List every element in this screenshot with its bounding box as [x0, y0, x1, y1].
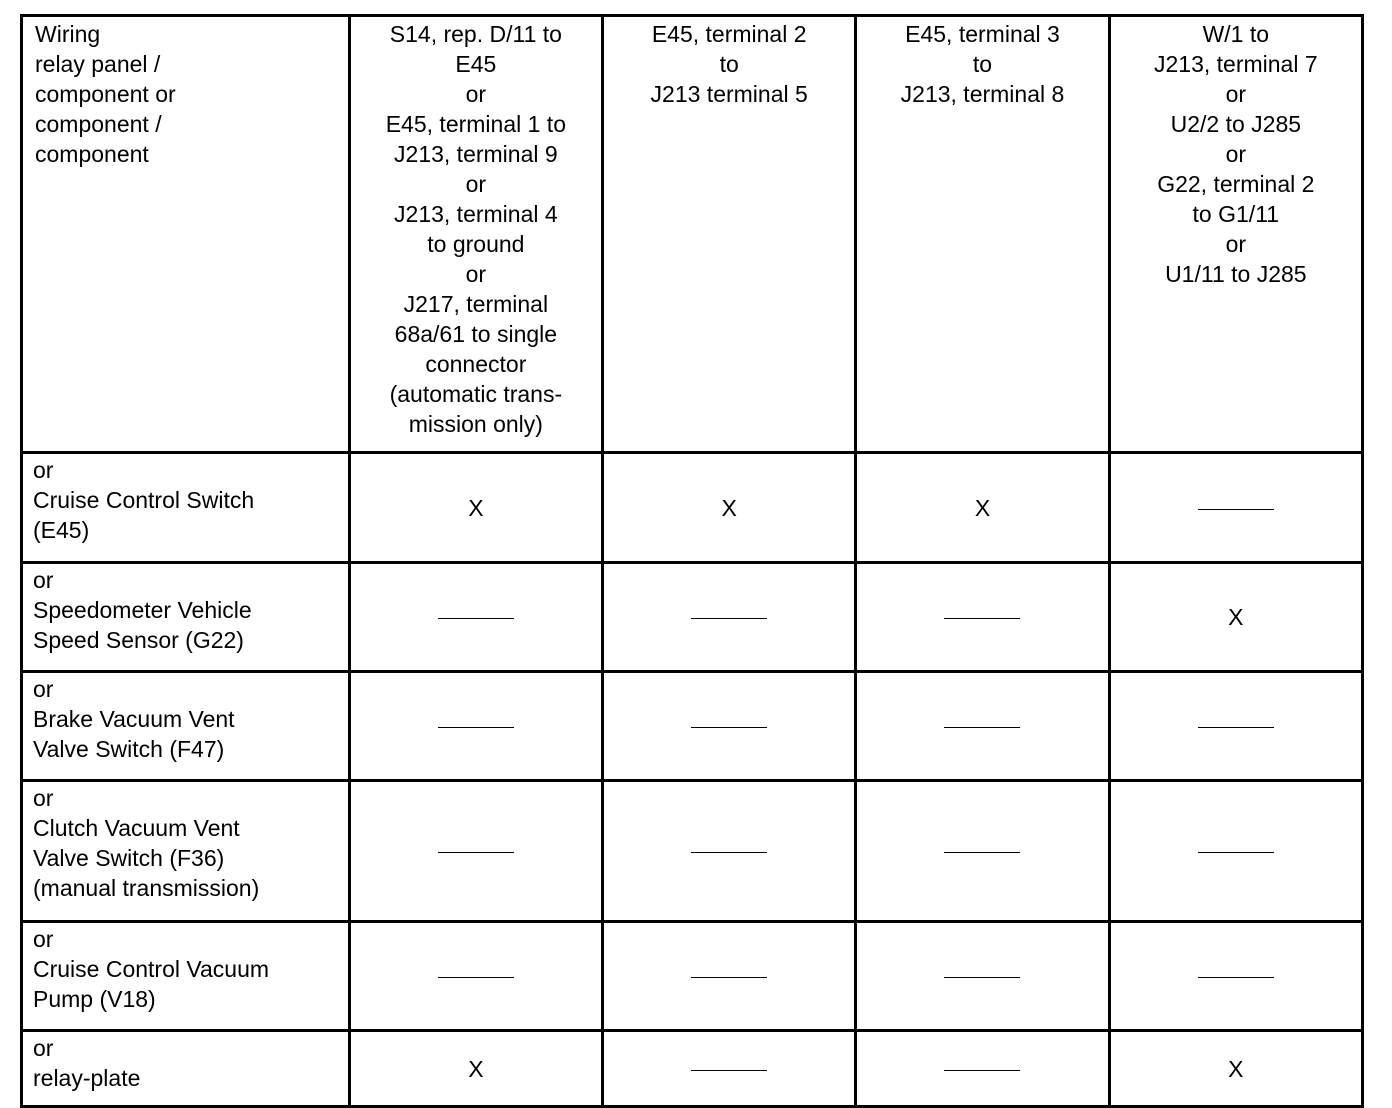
mark-x: X — [468, 1055, 484, 1082]
row-label-line: or — [33, 1035, 54, 1061]
row-label-line: or — [33, 676, 54, 702]
mark-dash — [691, 618, 767, 619]
row-label-line: (E45) — [33, 517, 90, 543]
mark-dash — [1198, 977, 1274, 978]
header-first-line: component or — [35, 81, 176, 107]
mark-cell — [349, 563, 602, 672]
header-col1-line: J213, terminal 4 — [394, 201, 558, 227]
table-row — [22, 1031, 1363, 1107]
row-label-line: Valve Switch (F47) — [33, 736, 225, 762]
header-first-line: component — [35, 141, 149, 167]
header-column-2 — [603, 16, 856, 453]
row-label-cell — [22, 563, 350, 672]
mark-x: X — [974, 494, 991, 521]
header-first-line: component / — [35, 111, 162, 137]
row-label-line: (manual transmission) — [33, 875, 260, 901]
mark-dash — [438, 727, 514, 728]
table-row — [22, 922, 1363, 1031]
mark-cell — [349, 672, 602, 781]
header-col4-line: J213, terminal 7 — [1154, 51, 1318, 77]
header-col4-line: U2/2 to J285 — [1170, 111, 1302, 137]
row-label-line: relay-plate — [33, 1065, 141, 1091]
mark-cell — [603, 672, 856, 781]
header-col1-line: (automatic trans- — [389, 381, 563, 407]
mark-dash — [944, 727, 1020, 728]
header-col1-line: J217, terminal — [403, 291, 549, 317]
mark-cell — [856, 672, 1109, 781]
header-col1-line: E45 — [455, 51, 497, 77]
row-label-cell — [22, 672, 350, 781]
mark-dash — [691, 727, 767, 728]
header-col2-line: to — [719, 51, 739, 77]
row-label-line: Brake Vacuum Vent — [33, 706, 235, 732]
row-label-line: or — [33, 785, 54, 811]
mark-cell — [856, 922, 1109, 1031]
header-col1-line: connector — [425, 351, 527, 377]
mark-cell — [603, 453, 856, 563]
header-col3-line: J213, terminal 8 — [900, 81, 1065, 107]
header-row — [22, 16, 1363, 453]
row-label-cell — [22, 453, 350, 563]
mark-cell — [603, 922, 856, 1031]
mark-dash — [1198, 852, 1274, 853]
row-label-cell — [22, 922, 350, 1031]
header-col1-line: mission only) — [408, 411, 543, 437]
header-col1-line: or — [465, 261, 487, 287]
header-col1-line: 68a/61 to single — [394, 321, 558, 347]
row-label-cell — [22, 1031, 350, 1107]
header-col1-line: or — [465, 81, 487, 107]
header-col3-line: E45, terminal 3 — [905, 21, 1060, 47]
header-first-cell — [22, 16, 350, 453]
mark-x: X — [468, 494, 484, 521]
mark-cell — [856, 453, 1109, 563]
mark-dash — [438, 977, 514, 978]
header-col4-line: or — [1225, 141, 1247, 167]
mark-cell — [603, 563, 856, 672]
mark-dash — [944, 1070, 1020, 1071]
row-label-line: Speedometer Vehicle — [33, 597, 252, 623]
table-row — [22, 563, 1363, 672]
row-label-line: or — [33, 926, 54, 952]
row-label-line: Valve Switch (F36) — [33, 845, 225, 871]
header-column-1 — [349, 16, 602, 453]
mark-cell — [349, 781, 602, 922]
mark-cell — [1109, 453, 1362, 563]
table-row — [22, 672, 1363, 781]
mark-cell — [603, 781, 856, 922]
row-label-line: or — [33, 567, 54, 593]
mark-cell — [1109, 781, 1362, 922]
table-row — [22, 453, 1363, 563]
mark-dash — [944, 977, 1020, 978]
header-col4-line: U1/11 to J285 — [1165, 261, 1307, 287]
mark-x: X — [1228, 604, 1244, 630]
row-label-line: Pump (V18) — [33, 986, 156, 1012]
mark-x: X — [721, 494, 737, 521]
header-column-4 — [1109, 16, 1362, 453]
mark-cell — [1109, 922, 1362, 1031]
header-col4-line: to G1/11 — [1192, 201, 1280, 227]
row-label-line: or — [33, 457, 54, 483]
header-col2-line: J213 terminal 5 — [650, 81, 808, 107]
mark-cell — [349, 453, 602, 563]
row-label-line: Clutch Vacuum Vent — [33, 815, 240, 841]
mark-cell — [603, 1031, 856, 1107]
header-col4-line: or — [1225, 231, 1247, 257]
header-col1-line: S14, rep. D/11 to — [389, 21, 562, 47]
mark-cell — [1109, 563, 1362, 672]
header-col3-line: to — [972, 51, 993, 77]
header-col4-line: or — [1225, 81, 1247, 107]
mark-cell — [349, 922, 602, 1031]
header-first-line: Wiring — [35, 21, 101, 47]
row-label-line: Cruise Control Vacuum — [33, 956, 270, 982]
header-col1-line: E45, terminal 1 to — [385, 111, 566, 137]
table-row — [22, 781, 1363, 922]
mark-dash — [944, 618, 1020, 619]
mark-dash — [691, 977, 767, 978]
header-col2-line: E45, terminal 2 — [651, 21, 807, 47]
mark-dash — [944, 852, 1020, 853]
row-label-line: Cruise Control Switch — [33, 487, 255, 513]
mark-x: X — [1228, 1055, 1244, 1082]
mark-cell — [349, 1031, 602, 1107]
mark-cell — [1109, 1031, 1362, 1107]
mark-dash — [691, 852, 767, 853]
header-col1-line: or — [465, 171, 487, 197]
mark-dash — [1198, 727, 1274, 728]
mark-dash — [1198, 509, 1274, 510]
header-column-3 — [856, 16, 1109, 453]
wiring-test-table — [20, 14, 1364, 1108]
mark-cell — [856, 1031, 1109, 1107]
mark-cell — [1109, 672, 1362, 781]
header-col1-line: J213, terminal 9 — [394, 141, 558, 167]
header-col4-line: G22, terminal 2 — [1157, 171, 1315, 197]
row-label-cell — [22, 781, 350, 922]
mark-dash — [438, 618, 514, 619]
header-col1-line: to ground — [427, 231, 525, 257]
header-col4-line: W/1 to — [1202, 21, 1270, 47]
row-label-line: Speed Sensor (G22) — [33, 627, 244, 653]
mark-dash — [691, 1070, 767, 1071]
mark-cell — [856, 781, 1109, 922]
mark-dash — [438, 852, 514, 853]
header-first-line: relay panel / — [35, 51, 161, 77]
mark-cell — [856, 563, 1109, 672]
